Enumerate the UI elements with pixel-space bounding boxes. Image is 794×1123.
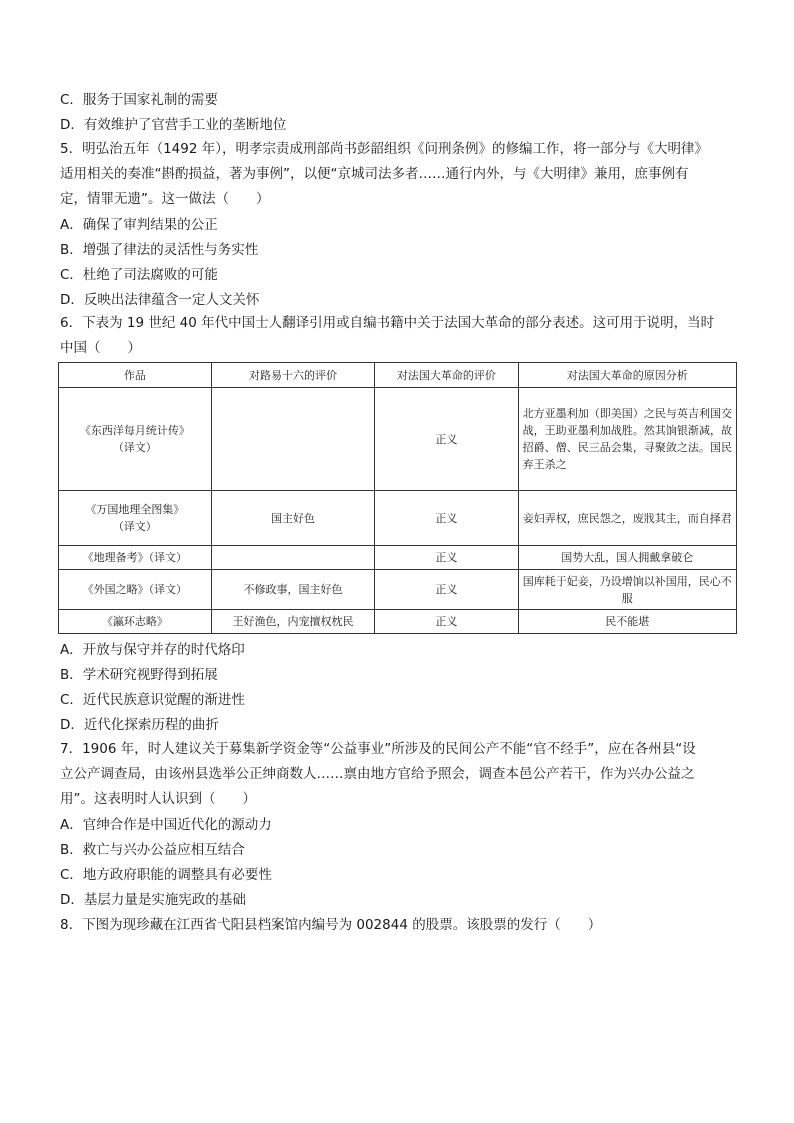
cell-louis-eval	[211, 388, 374, 491]
q5-option-c: C．杜绝了司法腐败的可能	[60, 267, 218, 283]
q6-option-d: D．近代化探索历程的曲折	[60, 717, 219, 733]
cell-louis-eval: 不修政事，国主好色	[211, 570, 374, 610]
table-row	[59, 546, 737, 570]
cell-cause-analysis: 民不能堪	[518, 610, 736, 634]
cell-louis-eval	[211, 546, 374, 570]
question-6-stem: 6．下表为 19 世纪 40 年代中国士人翻译引用或自编书籍中关于法国大革命的部分表述。这可用于说明，当时 中国（ ）	[60, 315, 715, 356]
cell-work: 《地理备考》（译文）	[59, 546, 212, 570]
q7-option-b: B．救亡与兴办公益应相互结合	[60, 842, 245, 858]
q7-option-d: D．基层力量是实施宪政的基础	[60, 892, 246, 908]
q6-option-c: C．近代民族意识觉醒的渐进性	[60, 692, 245, 708]
q7-option-c: C．地方政府职能的调整具有必要性	[60, 867, 272, 883]
table-row	[59, 570, 737, 610]
question-8-stem: 8．下图为现珍藏在江西省弋阳县档案馆内编号为 002844 的股票。该股票的发行（ ）	[60, 917, 602, 933]
cell-cause-analysis: 国库耗于妃妾，乃设增饷以补国用，民心不服	[518, 570, 736, 610]
question-5-stem: 5．明弘治五年（1492 年），明孝宗责成刑部尚书彭韶组织《问刑条例》的修编工作，将一部分与《大明律》 适用相关的奏准“斟酌损益，著为事例”，以便“京城司法多者……通行内外，与《大明律》兼用，庶事例有 定，情罪无遗”。这一做法（ ）	[60, 141, 708, 207]
table-row	[59, 388, 737, 491]
cell-louis-eval: 王好渔色，内宠擅权枕民	[211, 610, 374, 634]
cell-cause-analysis: 国势大乱，国人拥戴拿破仑	[518, 546, 736, 570]
cell-work: 《瀛环志略》	[59, 610, 212, 634]
table-row	[59, 610, 737, 634]
q5-option-b: B．增强了律法的灵活性与务实性	[60, 242, 259, 258]
q4-option-c: C．服务于国家礼制的需要	[60, 92, 218, 108]
cell-cause-analysis: 北方亚墨利加（即美国）之民与英吉利国交战，王助亚墨利加战胜。然其饷银渐减，故招爵、僧、民三品会集，寻聚敛之法。国民弃王杀之	[518, 388, 736, 491]
q7-option-a: A．官绅合作是中国近代化的源动力	[60, 817, 272, 833]
table-row	[59, 491, 737, 546]
q6-option-b: B．学术研究视野得到拓展	[60, 667, 218, 683]
cell-revolution-eval: 正义	[375, 388, 519, 491]
q4-option-d: D．有效维护了官营手工业的垄断地位	[60, 117, 287, 133]
header-louis-eval: 对路易十六的评价	[211, 363, 374, 388]
cell-louis-eval: 国主好色	[211, 491, 374, 546]
question-7-stem: 7．1906 年，时人建议关于募集新学资金等“公益事业”所涉及的民间公产不能“官不经手”，应在各州县“设 立公产调查局，由该州县选举公正绅商数人……禀由地方官给予照会，调查本邑公产若干，作为兴办公益之 用”。这表明时人认识到（ ）	[60, 741, 696, 807]
header-revolution-eval: 对法国大革命的评价	[375, 363, 519, 388]
cell-revolution-eval: 正义	[375, 546, 519, 570]
q5-option-a: A．确保了审判结果的公正	[60, 217, 218, 233]
q5-option-d: D．反映出法律蕴含一定人文关怀	[60, 292, 260, 308]
cell-revolution-eval: 正义	[375, 610, 519, 634]
q6-option-a: A．开放与保守并存的时代烙印	[60, 642, 245, 658]
cell-work: 《东西洋每月统计传》（译文）	[59, 388, 212, 491]
french-revolution-table	[58, 362, 737, 634]
cell-revolution-eval: 正义	[375, 491, 519, 546]
cell-work: 《外国之略》（译文）	[59, 570, 212, 610]
header-work: 作品	[59, 363, 212, 388]
cell-work: 《万国地理全图集》（译文）	[59, 491, 212, 546]
header-cause-analysis: 对法国大革命的原因分析	[518, 363, 736, 388]
cell-revolution-eval: 正义	[375, 570, 519, 610]
table-header-row	[59, 363, 737, 388]
cell-cause-analysis: 妾妇弄权，庶民怨之，废戕其主，而自择君	[518, 491, 736, 546]
